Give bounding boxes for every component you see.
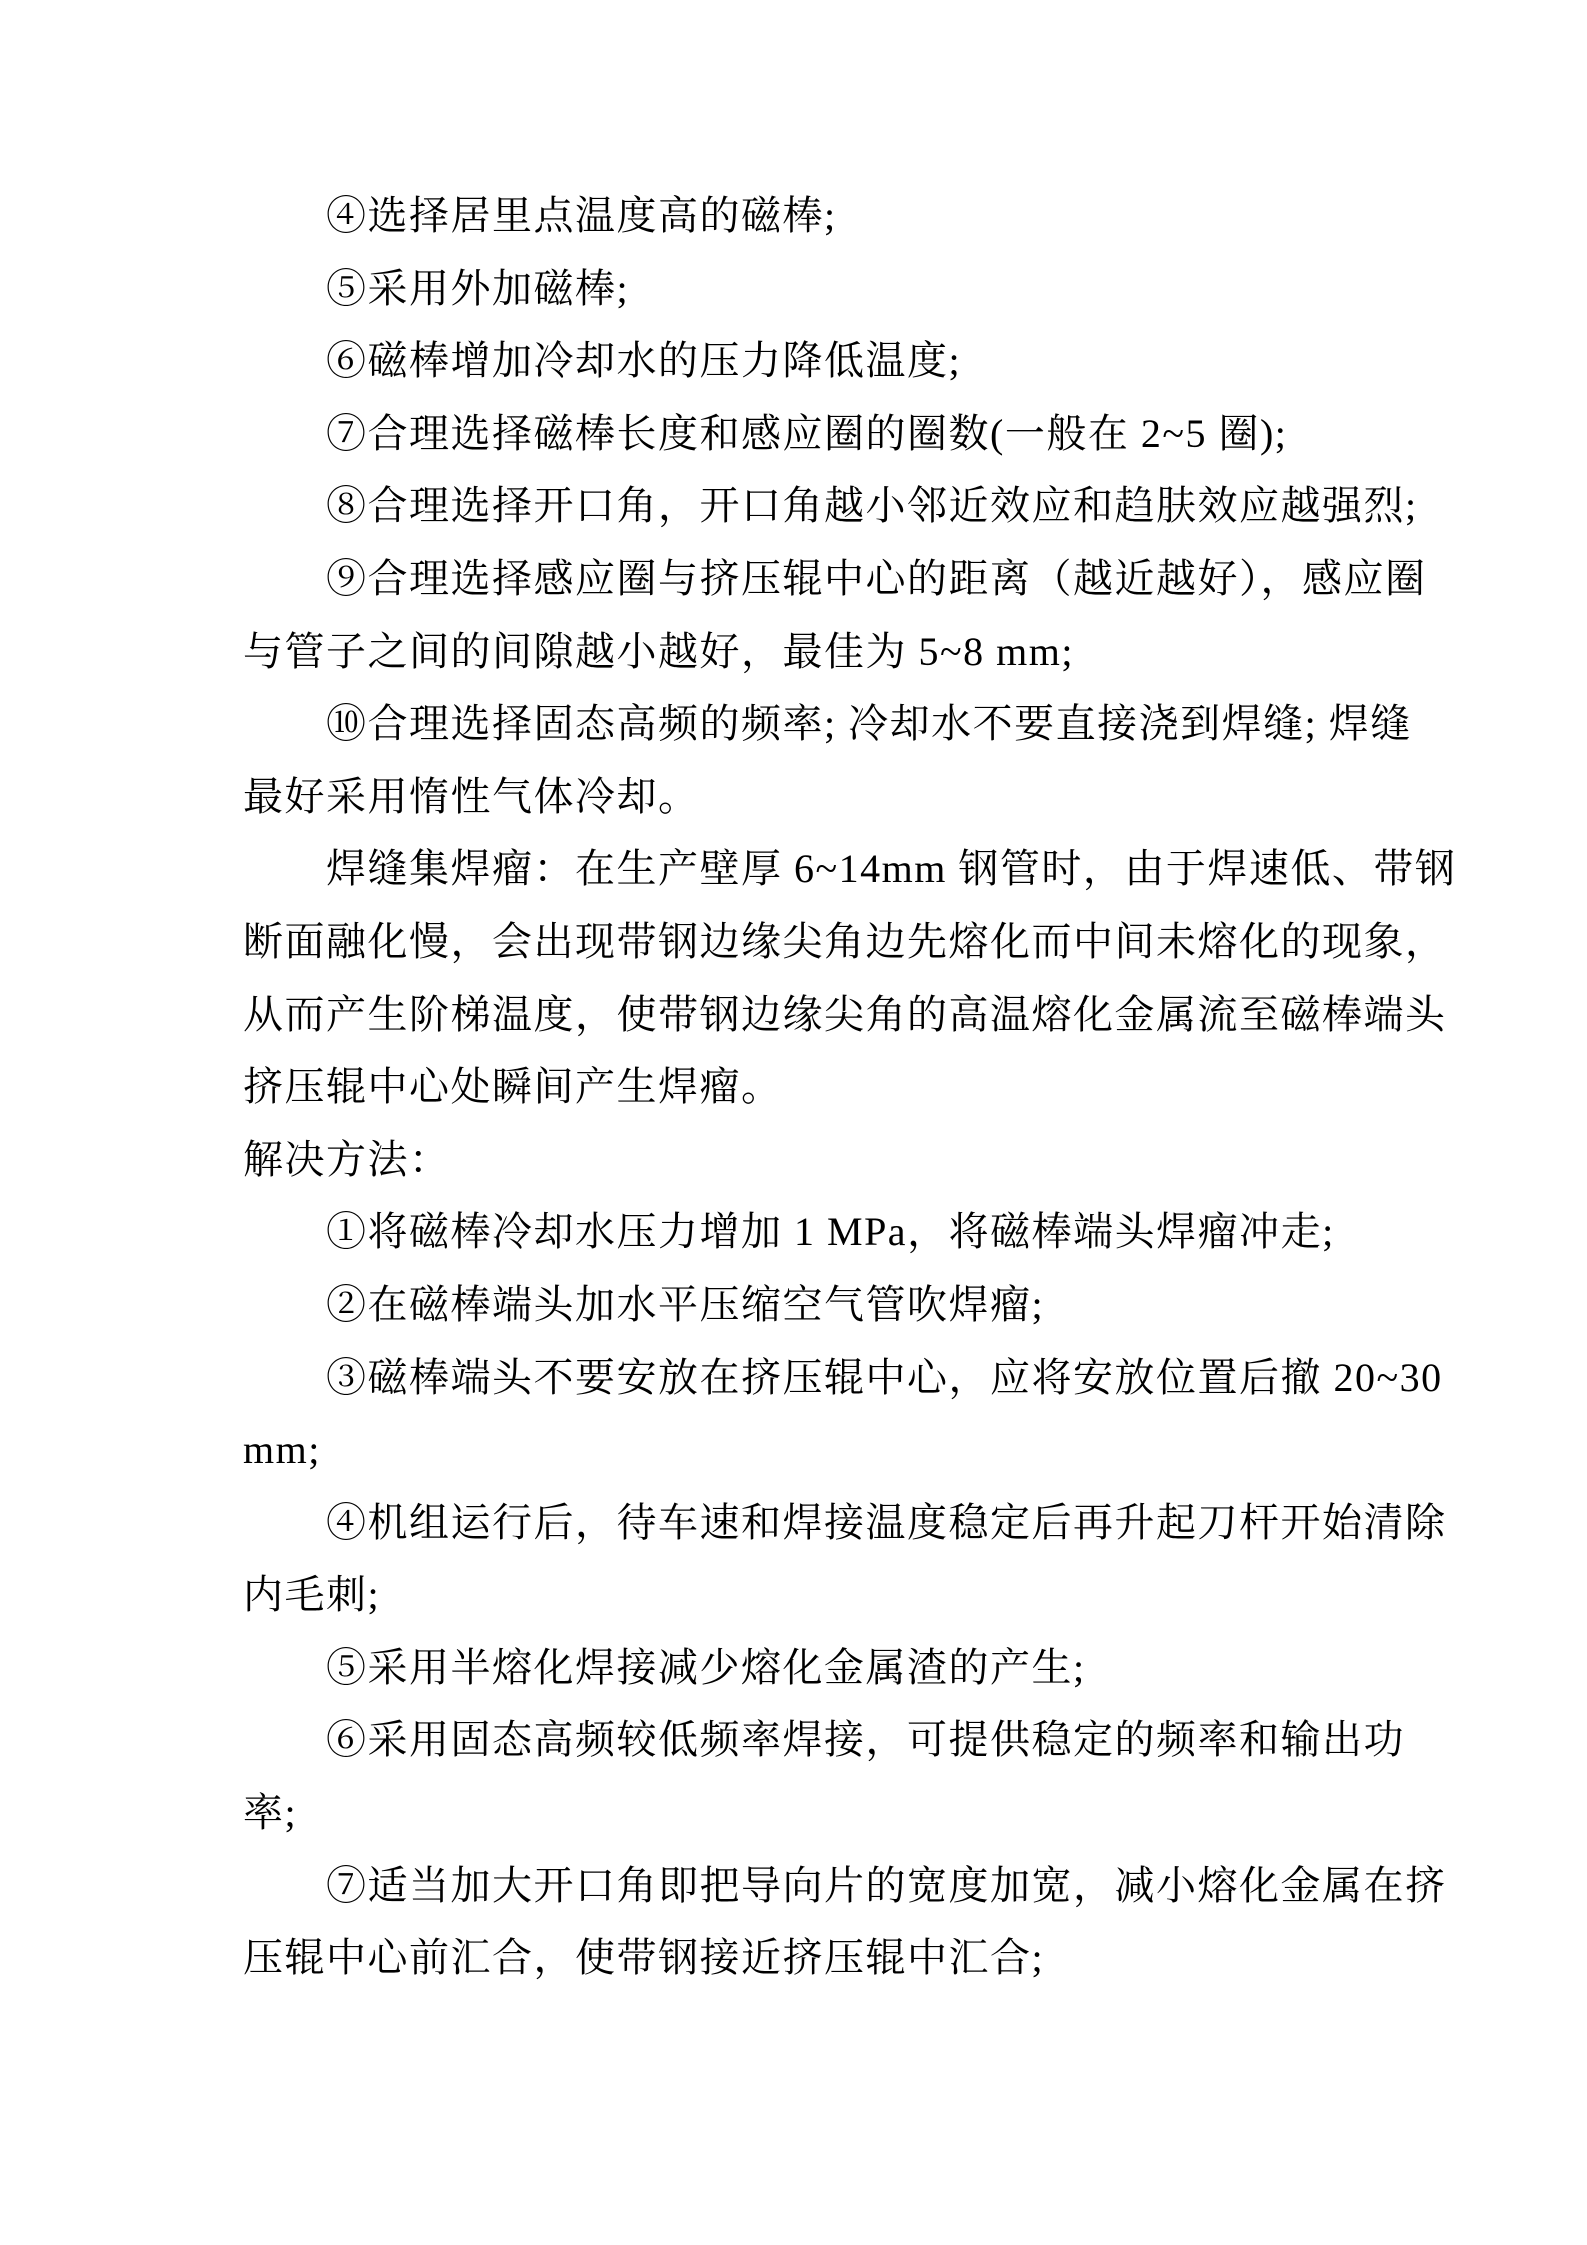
text-line: 焊缝集焊瘤：在生产壁厚 6~14mm 钢管时，由于焊速低、带钢 [326, 846, 1457, 892]
text-line: ⑩合理选择固态高频的频率; 冷却水不要直接浇到焊缝; 焊缝 [326, 701, 1412, 747]
text-line: ⑤采用外加磁棒; [326, 265, 630, 311]
text-line: 最好采用惰性气体冷却。 [243, 773, 700, 819]
text-line: mm; [243, 1427, 321, 1473]
text-line: 挤压辊中心处瞬间产生焊瘤。 [243, 1064, 783, 1110]
text-block [243, 180, 1457, 1995]
text-line: ⑦适当加大开口角即把导向片的宽度加宽，减小熔化金属在挤 [326, 1862, 1447, 1908]
text-line: ①将磁棒冷却水压力增加 1 MPa，将磁棒端头焊瘤冲走; [326, 1209, 1335, 1255]
text-line: ②在磁棒端头加水平压缩空气管吹焊瘤; [326, 1281, 1045, 1327]
text-line: 与管子之间的间隙越小越好，最佳为 5~8 mm; [243, 628, 1074, 674]
text-line: 解决方法： [243, 1136, 451, 1182]
text-line: ④选择居里点温度高的磁棒; [326, 193, 837, 238]
text-line: 从而产生阶梯温度，使带钢边缘尖角的高温熔化金属流至磁棒端头 [243, 991, 1447, 1037]
text-line: ③磁棒端头不要安放在挤压辊中心，应将安放位置后撤 20~30 [326, 1354, 1443, 1400]
text-line: 压辊中心前汇合，使带钢接近挤压辊中汇合; [243, 1935, 1045, 1981]
text-line: 率; [243, 1790, 298, 1836]
text-line: ⑦合理选择磁棒长度和感应圈的圈数(一般在 2~5 圈); [326, 410, 1288, 456]
text-line: ⑨合理选择感应圈与挤压辊中心的距离（越近越好），感应圈 [326, 555, 1427, 601]
text-line: ⑥采用固态高频较低频率焊接，可提供稳定的频率和输出功 [326, 1717, 1405, 1763]
text-line: ⑤采用半熔化焊接减少熔化金属渣的产生; [326, 1644, 1086, 1690]
text-line: ⑥磁棒增加冷却水的压力降低温度; [326, 338, 962, 384]
text-line: ⑧合理选择开口角，开口角越小邻近效应和趋肤效应越强烈; [326, 483, 1418, 529]
text-line: ④机组运行后，待车速和焊接温度稳定后再升起刀杆开始清除 [326, 1499, 1447, 1545]
text-line: 断面融化慢，会出现带钢边缘尖角边先熔化而中间未熔化的现象， [243, 918, 1447, 964]
text-line: 内毛刺; [243, 1572, 381, 1618]
